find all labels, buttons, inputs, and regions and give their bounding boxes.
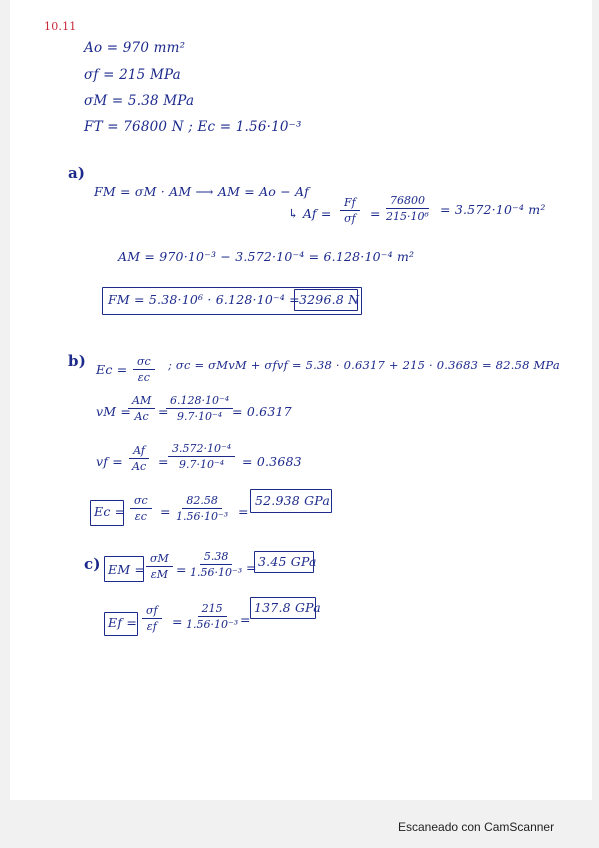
fraction-denominator: 1.56·10⁻³	[176, 510, 229, 523]
fraction-numerator: AM	[128, 394, 155, 409]
fraction-denominator: Ac	[132, 460, 147, 473]
fraction-numerator: 82.58	[182, 494, 222, 509]
fraction-denominator: σf	[344, 212, 356, 225]
part-a-eq1: FM = σM · AM ⟶ AM = Ao − Af	[94, 184, 309, 199]
part-b-label: b)	[68, 352, 86, 370]
part-b-eq1-left: Ec =	[96, 362, 128, 377]
part-c-eq2-equals2: =	[240, 612, 251, 627]
part-b-eq3-equals: =	[158, 454, 169, 469]
fraction-numerator: 76800	[386, 194, 429, 209]
fraction-numerator: Ff	[340, 196, 360, 211]
fraction-denominator: 1.56·10⁻³	[190, 566, 243, 579]
part-c-eq1-fraction2	[186, 550, 246, 579]
part-c-eq2-fraction1	[142, 604, 162, 633]
part-b-eq2-fraction2	[166, 394, 233, 423]
part-b-eq4-equals2: =	[238, 504, 249, 519]
part-b-result: 52.938 GPa	[255, 493, 330, 508]
fraction-numerator: 6.128·10⁻⁴	[166, 394, 233, 409]
part-a-eq2-prefix: ↳ Af =	[288, 206, 332, 221]
fraction-numerator: 5.38	[200, 550, 233, 565]
part-b-eq3-fraction1	[128, 444, 150, 473]
given-area: Ao = 970 mm²	[84, 40, 186, 56]
part-a-eq2-result: = 3.572·10⁻⁴ m²	[440, 202, 546, 217]
fraction-denominator: 1.56·10⁻³	[186, 618, 239, 631]
part-b-eq3-fraction2	[168, 442, 235, 471]
fraction-denominator: εf	[146, 620, 157, 633]
part-b-eq4-fraction1	[130, 494, 152, 523]
fraction-numerator: 215	[198, 602, 227, 617]
page-number: 10.11	[44, 20, 77, 33]
part-b-eq3-result: = 0.3683	[242, 454, 302, 469]
part-b-eq4-left: Ec =	[94, 504, 126, 519]
fraction-numerator: 3.572·10⁻⁴	[168, 442, 235, 457]
fraction-numerator: σM	[146, 552, 173, 567]
part-c-eq1-equals: =	[176, 562, 187, 577]
part-b-eq1-rest: ; σc = σMvM + σfvf = 5.38 · 0.6317 + 215 · 0.3683 = 82.58 MPa	[168, 358, 560, 372]
given-fiber-strength: σf = 215 MPa	[84, 67, 181, 83]
part-a-eq2-equals: =	[370, 206, 381, 221]
fraction-numerator: σc	[133, 355, 155, 370]
part-b-eq1-fraction	[133, 355, 155, 384]
part-b-eq4-equals: =	[160, 504, 171, 519]
part-c-eq1-fraction1	[146, 552, 173, 581]
fraction-denominator: 215·10⁶	[386, 210, 429, 223]
camscanner-watermark: Escaneado con CamScanner	[398, 820, 555, 834]
given-matrix-strength: σM = 5.38 MPa	[84, 93, 195, 109]
part-b-eq2-fraction1	[128, 394, 155, 423]
part-b-eq2-result: = 0.6317	[232, 404, 292, 419]
part-a-eq3: AM = 970·10⁻³ − 3.572·10⁻⁴ = 6.128·10⁻⁴ m²	[118, 249, 415, 264]
part-c-eq2-left: Ef =	[108, 615, 137, 630]
part-c-eq1-equals2: =	[246, 560, 257, 575]
fraction-numerator: σc	[130, 494, 152, 509]
part-b-eq2-left: vM =	[96, 404, 132, 419]
part-b-eq2-equals: =	[158, 404, 169, 419]
part-c-fiber-result: 137.8 GPa	[254, 600, 321, 615]
part-a-result: 3296.8 N	[299, 292, 360, 307]
part-a-eq2-fraction1	[340, 196, 360, 225]
fraction-denominator: 9.7·10⁻⁴	[179, 458, 225, 471]
fraction-denominator: εc	[137, 371, 150, 384]
part-c-label: c)	[84, 555, 101, 573]
fraction-denominator: εM	[150, 568, 168, 581]
part-c-eq1-left: EM =	[108, 562, 146, 577]
part-c-eq2-equals: =	[172, 614, 183, 629]
part-c-eq2-fraction2	[182, 602, 242, 631]
part-a-eq4: FM = 5.38·10⁶ · 6.128·10⁻⁴ =	[108, 292, 300, 307]
given-force-strain: FT = 76800 N ; Ec = 1.56·10⁻³	[84, 119, 302, 135]
part-b-eq4-fraction2	[172, 494, 232, 523]
part-a-eq2-fraction2	[382, 194, 433, 223]
fraction-denominator: Ac	[134, 410, 149, 423]
part-c-matrix-result: 3.45 GPa	[258, 554, 317, 569]
part-a-label: a)	[68, 164, 86, 182]
fraction-numerator: Af	[129, 444, 149, 459]
fraction-denominator: εc	[134, 510, 147, 523]
part-b-eq3-left: vf =	[96, 454, 123, 469]
fraction-denominator: 9.7·10⁻⁴	[177, 410, 223, 423]
fraction-numerator: σf	[142, 604, 162, 619]
